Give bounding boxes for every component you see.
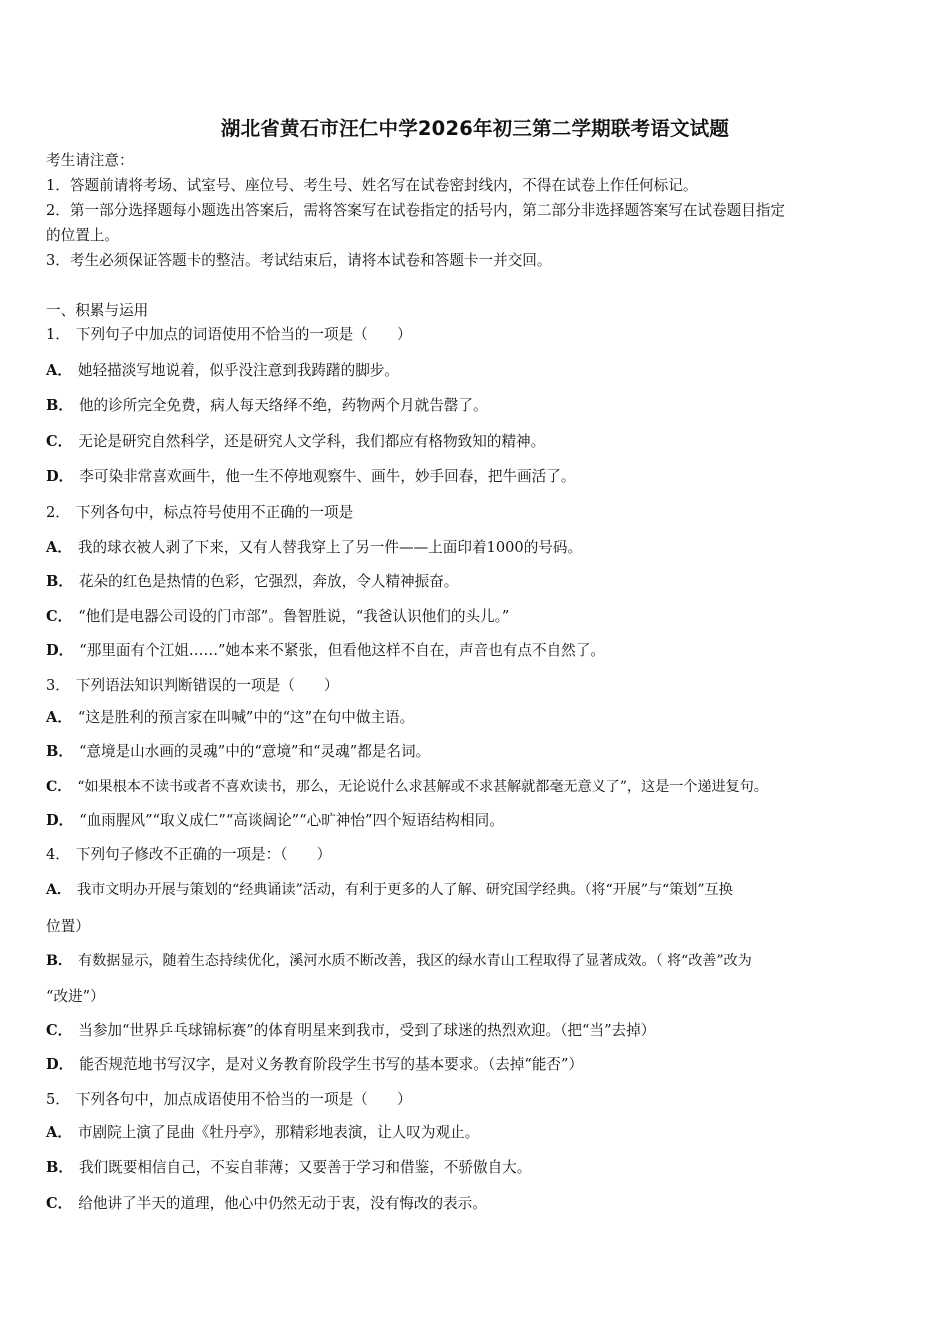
question-text: 下列各句中，标点符号使用不正确的一项是 bbox=[75, 504, 354, 521]
option-a-continued: 位置） bbox=[46, 918, 90, 935]
section-heading: 一、积累与运用 bbox=[46, 302, 149, 319]
option-b[interactable]: B． 他的诊所完全免费，病人每天络绎不绝，药物两个月就告罄了。 bbox=[46, 397, 488, 414]
question-stem bbox=[46, 1090, 412, 1110]
question-number: 3． bbox=[46, 677, 70, 694]
option-d[interactable]: D． “血雨腥风”“取义成仁”“高谈阔论”“心旷神怡”四个短语结构相同。 bbox=[46, 812, 504, 829]
option-d[interactable]: D． “那里面有个江姐……”她本来不紧张，但看他这样不自在，声音也有点不自然了。 bbox=[46, 642, 605, 659]
question-text: 下列语法知识判断错误的一项是（ ） bbox=[75, 677, 339, 694]
option-b[interactable]: B． 有数据显示，随着生态持续优化，溪河水质不断改善，我区的绿水青山工程取得了显著成效。（ 将“改善”改为 bbox=[46, 953, 752, 969]
question-number: 1． bbox=[46, 326, 70, 343]
question-stem bbox=[46, 676, 339, 696]
option-a[interactable]: A． 我的球衣被人剥了下来，又有人替我穿上了另一件——上面印着1000的号码。 bbox=[46, 539, 583, 556]
question-number: 2． bbox=[46, 504, 70, 521]
notice-item: 的位置上。 bbox=[46, 227, 119, 244]
question-text: 下列各句中，加点成语使用不恰当的一项是（ ） bbox=[75, 1091, 412, 1108]
option-c[interactable]: C． 给他讲了半天的道理，他心中仍然无动于衷，没有悔改的表示。 bbox=[46, 1195, 487, 1212]
option-b[interactable]: B． “意境是山水画的灵魂”中的“意境”和“灵魂”都是名词。 bbox=[46, 743, 431, 760]
option-a[interactable]: A． 她轻描淡写地说着，似乎没注意到我踌躇的脚步。 bbox=[46, 362, 399, 379]
question-stem bbox=[46, 325, 412, 345]
option-b-continued: “改进”） bbox=[46, 988, 105, 1005]
option-a[interactable]: A． 市剧院上演了昆曲《牡丹亭》，那精彩地表演，让人叹为观止。 bbox=[46, 1124, 480, 1141]
option-c[interactable]: C． “如果根本不读书或者不喜欢读书，那么，无论说什么求甚解或不求甚解就都毫无意义了”，这是一个递进复句。 bbox=[46, 779, 768, 795]
option-b[interactable]: B． 我们既要相信自己，不妄自菲薄；又要善于学习和借鉴，不骄傲自大。 bbox=[46, 1159, 532, 1176]
notice-heading: 考生请注意： bbox=[46, 152, 134, 169]
option-c[interactable]: C． 无论是研究自然科学，还是研究人文学科，我们都应有格物致知的精神。 bbox=[46, 433, 546, 450]
option-a[interactable]: A． 我市文明办开展与策划的“经典诵读”活动，有利于更多的人了解、研究国学经典。（将“开展”与“策划”互换 bbox=[46, 882, 733, 898]
option-a[interactable]: A． “这是胜利的预言家在叫喊”中的“这”在句中做主语。 bbox=[46, 709, 415, 726]
question-text: 下列句子修改不正确的一项是：（ ） bbox=[75, 846, 332, 863]
option-c[interactable]: C． 当参加“世界乒乓球锦标赛”的体育明星来到我市，受到了球迷的热烈欢迎。（把“当”去掉） bbox=[46, 1022, 656, 1039]
question-number: 5． bbox=[46, 1091, 70, 1108]
question-number: 4． bbox=[46, 846, 70, 863]
question-stem bbox=[46, 503, 353, 523]
notice-item: 2．第一部分选择题每小题选出答案后，需将答案写在试卷指定的括号内，第二部分非选择题答案写在试卷题目指定 bbox=[46, 202, 785, 219]
option-d[interactable]: D． 能否规范地书写汉字，是对义务教育阶段学生书写的基本要求。（去掉“能否”） bbox=[46, 1056, 584, 1073]
question-text: 下列句子中加点的词语使用不恰当的一项是（ ） bbox=[75, 326, 412, 343]
notice-item: 1．答题前请将考场、试室号、座位号、考生号、姓名写在试卷密封线内，不得在试卷上作任何标记。 bbox=[46, 177, 698, 194]
option-d[interactable]: D． 李可染非常喜欢画牛，他一生不停地观察牛、画牛，妙手回春，把牛画活了。 bbox=[46, 468, 576, 485]
notice-item: 3．考生必须保证答题卡的整洁。考试结束后，请将本试卷和答题卡一并交回。 bbox=[46, 252, 552, 269]
option-c[interactable]: C． “他们是电器公司设的门市部”。鲁智胜说，“我爸认识他们的头儿。” bbox=[46, 608, 510, 625]
question-stem bbox=[46, 845, 331, 865]
page-title: 湖北省黄石市汪仁中学2026年初三第二学期联考语文试题 bbox=[220, 117, 730, 140]
option-b[interactable]: B． 花朵的红色是热情的色彩，它强烈，奔放，令人精神振奋。 bbox=[46, 573, 459, 590]
